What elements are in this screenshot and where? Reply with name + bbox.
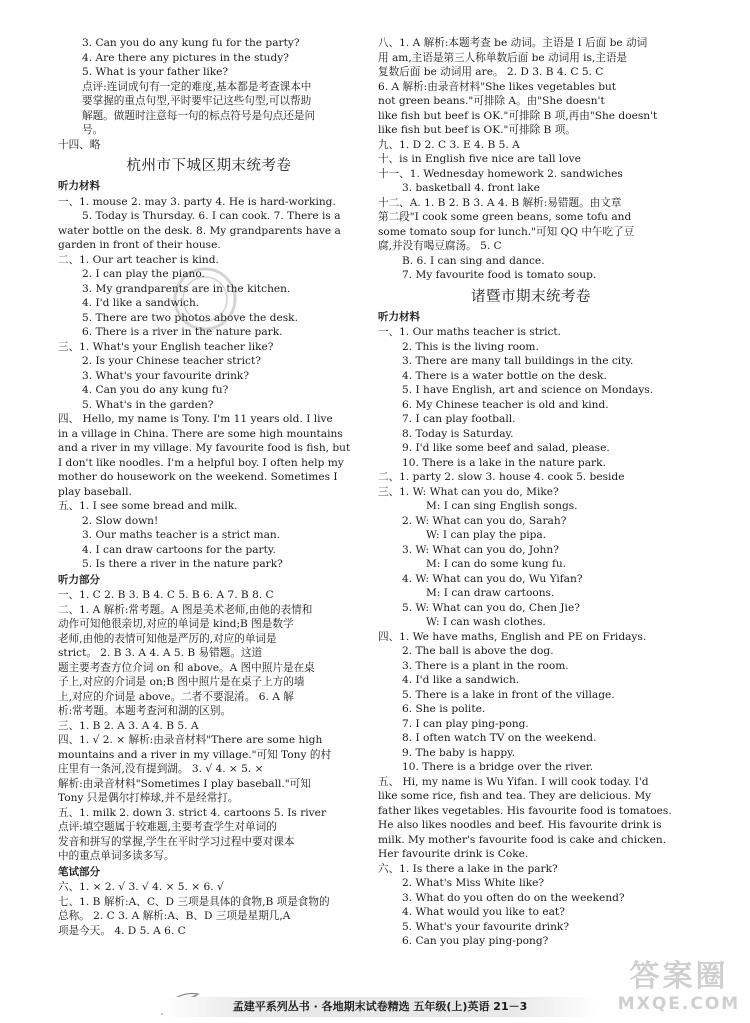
- answer-line: M: I can sing English songs.: [426, 500, 578, 512]
- answer-line: 7. I can play ping-pong.: [402, 717, 529, 730]
- answer-line: 3. What do you often do on the weekend?: [402, 891, 625, 904]
- answer-line: I don't like noodles. I'm a helpful boy. I often help my: [58, 456, 344, 469]
- answer-line: 二、1. Our art teacher is kind.: [58, 253, 219, 266]
- answer-line: 庄里有一条河,没有提到湖。 3. √ 4. × 5. ×: [58, 763, 264, 775]
- answer-line: mother do housework on the weekend. Sometimes I: [58, 471, 338, 483]
- answer-line: 2. W: What can you do, Sarah?: [402, 514, 567, 527]
- answer-line: mountains and a river in my village."可知 Tony 的村: [58, 748, 332, 761]
- answer-line: 2. The ball is above the dog.: [402, 645, 554, 657]
- answer-line: 五、1. I see some bread and milk.: [58, 500, 238, 512]
- answer-line: 腐,并没有喝豆腐汤。 5. C: [378, 240, 502, 252]
- answer-line: 解析:由录音材料"Sometimes I play baseball."可知: [58, 777, 311, 790]
- answer-line: 子上,对应的介词是 on;B 图中照片是在桌子上方的墙: [58, 676, 305, 688]
- answer-line: 3. Can you do any kung fu for the party?: [82, 37, 300, 49]
- answer-line: 4. W: What can you do, Wu Yifan?: [402, 572, 583, 585]
- answer-line: 号。: [82, 124, 104, 136]
- answer-line: like some rice, fish and tea. They are delicious. My: [378, 790, 652, 802]
- answer-line: 二、1. party 2. slow 3. house 4. cook 5. beside: [378, 471, 625, 483]
- answer-line: 十一、1. Wednesday homework 2. sandwiches: [378, 167, 623, 180]
- answer-line: 八、1. A 解析:本题考查 be 动词。主语是 I 后面 be 动词: [378, 37, 648, 49]
- answer-line: 5. I have English, art and science on Mondays.: [402, 384, 654, 396]
- answer-line: 2. What's Miss White like?: [402, 877, 545, 889]
- answer-line: 6. There is a river in the nature park.: [82, 326, 283, 338]
- answer-line: 题主要考查方位介词 on 和 above。A 图中照片是在桌: [58, 661, 315, 674]
- answer-line: 3. Our maths teacher is a strict man.: [82, 529, 281, 541]
- answer-line: 四、1. We have maths, English and PE on Fridays.: [378, 630, 647, 643]
- page-footer: 孟建平系列丛书 · 各地期末试卷精选 五年级(上)英语 21－3: [160, 997, 600, 1017]
- answer-line: 2. I can play the piano.: [82, 268, 205, 280]
- watermark-logo-text: 答案圈: [629, 959, 729, 994]
- answer-line: Her favourite drink is Coke.: [378, 848, 529, 860]
- answer-line: 动作可知他很亲切,对应的单词是 kind;B 图是数学: [58, 618, 294, 630]
- answer-line: 8. Today is Saturday.: [402, 427, 514, 440]
- answer-line: father likes vegetables. His favourite food is tomatoes.: [378, 804, 672, 817]
- answer-line: 老师,由他的表情可知他是严厉的,对应的单词是: [58, 632, 277, 645]
- answer-line: 8. I often watch TV on the weekend.: [402, 732, 597, 744]
- answer-line: 七、1. B 解析:A、C、D 三项是具体的食物,B 项是食物的: [58, 895, 330, 908]
- answer-line: 5. What's your favourite drink?: [402, 920, 570, 933]
- answer-line: 四、 Hello, my name is Tony. I'm 11 years old. I live: [58, 413, 333, 425]
- answer-line: and a river in my village. My favourite food is fish, but: [58, 442, 351, 454]
- answer-line: 3. My grandparents are in the kitchen.: [82, 282, 291, 295]
- answer-line: 5. What is your father like?: [82, 66, 229, 78]
- answer-line: He also likes noodles and beef. His favourite drink is: [378, 819, 662, 831]
- answer-line: 3. There is a plant in the room.: [402, 659, 569, 672]
- answer-line: 5. There is a lake in front of the village.: [402, 688, 615, 701]
- answer-line: some tomato soup for lunch."可知 QQ 中午吃了豆: [378, 225, 635, 238]
- answer-line: 六、1. × 2. √ 3. √ 4. × 5. × 6. √: [58, 881, 224, 893]
- left-column: [58, 36, 360, 938]
- answer-line: 一、1. Our maths teacher is strict.: [378, 326, 562, 338]
- answer-line: 一、1. C 2. B 3. B 4. C 5. B 6. A 7. B 8. C: [58, 589, 274, 601]
- answer-line: 9. I'd like some beef and salad, please.: [402, 442, 610, 454]
- answer-line: 九、1. D 2. C 3. E 4. B 5. A: [378, 138, 520, 151]
- answer-line: 4. There is a water bottle on the desk.: [402, 369, 607, 382]
- answer-line: 4. Are there any pictures in the study?: [82, 51, 289, 64]
- answer-line: 解题。做题时注意每一句的标点符号是句点还是问: [82, 109, 316, 122]
- answer-line: 三、1. W: What can you do, Mike?: [378, 485, 559, 498]
- answer-line: 十、is in English five nice are tall love: [378, 153, 581, 165]
- answer-line: 4. I'd like a sandwich.: [82, 297, 200, 309]
- answer-line: 2. This is the living room.: [402, 340, 539, 353]
- answer-line: 10. There is a bridge over the river.: [402, 761, 594, 773]
- answer-line: 项是今天。 4. D 5. A 6. C: [58, 924, 186, 937]
- answer-line: 点评:填空题属于较难题,主要考查学生对单词的: [58, 821, 277, 833]
- answer-line: 五、 Hi, my name is Wu Yifan. I will cook today. I'd: [378, 775, 649, 788]
- subsection-heading: 笔试部分: [58, 865, 100, 878]
- answer-line: 中的重点单词多读多写。: [58, 850, 175, 862]
- answer-line: 六、1. Is there a lake in the park?: [378, 862, 558, 875]
- answer-line: Tony 只是偶尔打棒球,并不是经常打。: [58, 792, 239, 804]
- answer-line: 4. I'd like a sandwich.: [402, 674, 520, 686]
- answer-line: 用 am,主语是第三人称单数后面 be 动词用 is,主语是: [378, 51, 628, 64]
- answer-line: M: I can draw cartoons.: [426, 587, 555, 599]
- subsection-heading: 听力材料: [58, 180, 100, 192]
- answer-line: like fish but beef is OK."可排除 B 项。: [378, 124, 576, 136]
- answer-line: 总称。 2. C 3. A 解析:A、B、D 三项是星期几,A: [58, 910, 291, 922]
- answer-line: 3. What's your favourite drink?: [82, 369, 250, 382]
- answer-line: 5. Today is Thursday. 6. I can cook. 7. There is a: [82, 210, 341, 222]
- answer-line: 6. Can you play ping-pong?: [402, 935, 549, 947]
- right-column: [378, 36, 684, 949]
- answer-line: 4. I can draw cartoons for the party.: [82, 543, 276, 556]
- answer-line: 第二段"I cook some green beans, some tofu and: [378, 211, 632, 223]
- answer-line: 7. I can play football.: [402, 413, 516, 425]
- answer-line: not green beans."可排除 A。由"She doesn't: [378, 95, 605, 107]
- answer-line: 四、1. √ 2. × 解析:由录音材料"There are some high: [58, 734, 323, 746]
- answer-line: milk. My mother's favourite food is cake and chicken.: [378, 833, 667, 846]
- answer-line: 3. W: What can you do, John?: [402, 543, 559, 556]
- answer-line: 5. Is there a river in the nature park?: [82, 558, 283, 570]
- section-title: 诸暨市期末统考卷: [471, 288, 591, 305]
- answer-line: 二、1. A 解析:常考题。A 图是美术老师,由他的表情和: [58, 603, 313, 616]
- answer-line: 上,对应的介词是 above。二者不要混淆。 6. A 解: [58, 690, 294, 703]
- stamp-seal-icon: [170, 264, 240, 334]
- answer-line: garden in front of their house.: [58, 239, 221, 251]
- answer-line: 要掌握的重点句型,平时要牢记这些句型,可以帮助: [82, 95, 312, 107]
- answer-line: like fish but beef is OK."可排除 B 项,再由"She doesn't: [378, 109, 658, 122]
- answer-line: 10. There is a lake in the nature park.: [402, 456, 606, 469]
- section-title: 杭州市下城区期末统考卷: [126, 158, 292, 174]
- answer-line: 发音和拼写的掌握,学生在平时学习过程中要对课本: [58, 835, 295, 848]
- answer-line: W: I can play the pipa.: [426, 529, 547, 541]
- answer-line: 三、1. B 2. A 3. A 4. B 5. A: [58, 719, 199, 732]
- site-watermark: [614, 960, 744, 1020]
- answer-line: 4. Can you do any kung fu?: [82, 384, 229, 396]
- answer-line: 5. There are two photos above the desk.: [82, 311, 298, 324]
- answer-line: 3. basketball 4. front lake: [402, 182, 540, 194]
- answer-line: 6. She is polite.: [402, 703, 486, 715]
- answer-line: 五、1. milk 2. down 3. strict 4. cartoons 5. Is river: [58, 806, 327, 819]
- answer-line: 2. Is your Chinese teacher strict?: [82, 355, 261, 367]
- answer-line: play baseball.: [58, 485, 132, 498]
- watermark-url: MXQE.COM: [617, 994, 741, 1014]
- answer-line: 十二、A. 1. B 2. B 3. A 4. B 解析:易错题。由文章: [378, 196, 622, 209]
- answer-line: 7. My favourite food is tomato soup.: [402, 269, 597, 281]
- answer-line: 6. My Chinese teacher is old and kind.: [402, 398, 609, 411]
- answer-line: W: I can wash clothes.: [426, 616, 546, 628]
- answer-line: 点评:连词成句有一定的难度,基本都是考查课本中: [82, 80, 312, 93]
- answer-line: M: I can do some kung fu.: [426, 558, 567, 570]
- answer-line: 2. Slow down!: [82, 514, 159, 527]
- answer-line: 5. W: What can you do, Chen Jie?: [402, 601, 580, 614]
- answer-line: 3. There are many tall buildings in the city.: [402, 355, 634, 367]
- answer-line: 9. The baby is happy.: [402, 746, 516, 759]
- answer-line: strict。 2. B 3. A 4. A 5. B 易错题。这道: [58, 647, 263, 659]
- answer-line: 4. What would you like to eat?: [402, 906, 565, 918]
- subsection-heading: 听力材料: [378, 310, 420, 323]
- answer-line: 十四、略: [58, 138, 101, 151]
- answer-line: B. 6. I can sing and dance.: [402, 254, 545, 267]
- answer-line: in a village in China. There are some high mountains: [58, 427, 343, 440]
- answer-line: 三、1. What's your English teacher like?: [58, 340, 274, 353]
- answer-line: 6. A 解析:由录音材料"She likes vegetables but: [378, 80, 617, 93]
- answer-line: 析:常考题。本题考查河和湖的区别。: [58, 705, 232, 717]
- answer-line: 复数后面 be 动词用 are。 2. D 3. B 4. C 5. C: [378, 66, 604, 78]
- answer-line: 一、1. mouse 2. may 3. party 4. He is hard-working.: [58, 195, 336, 208]
- answer-line: water bottle on the desk. 8. My grandparents have a: [58, 224, 341, 237]
- answer-line: 5. What's in the garden?: [82, 398, 214, 411]
- subsection-heading: 听力部分: [58, 573, 100, 586]
